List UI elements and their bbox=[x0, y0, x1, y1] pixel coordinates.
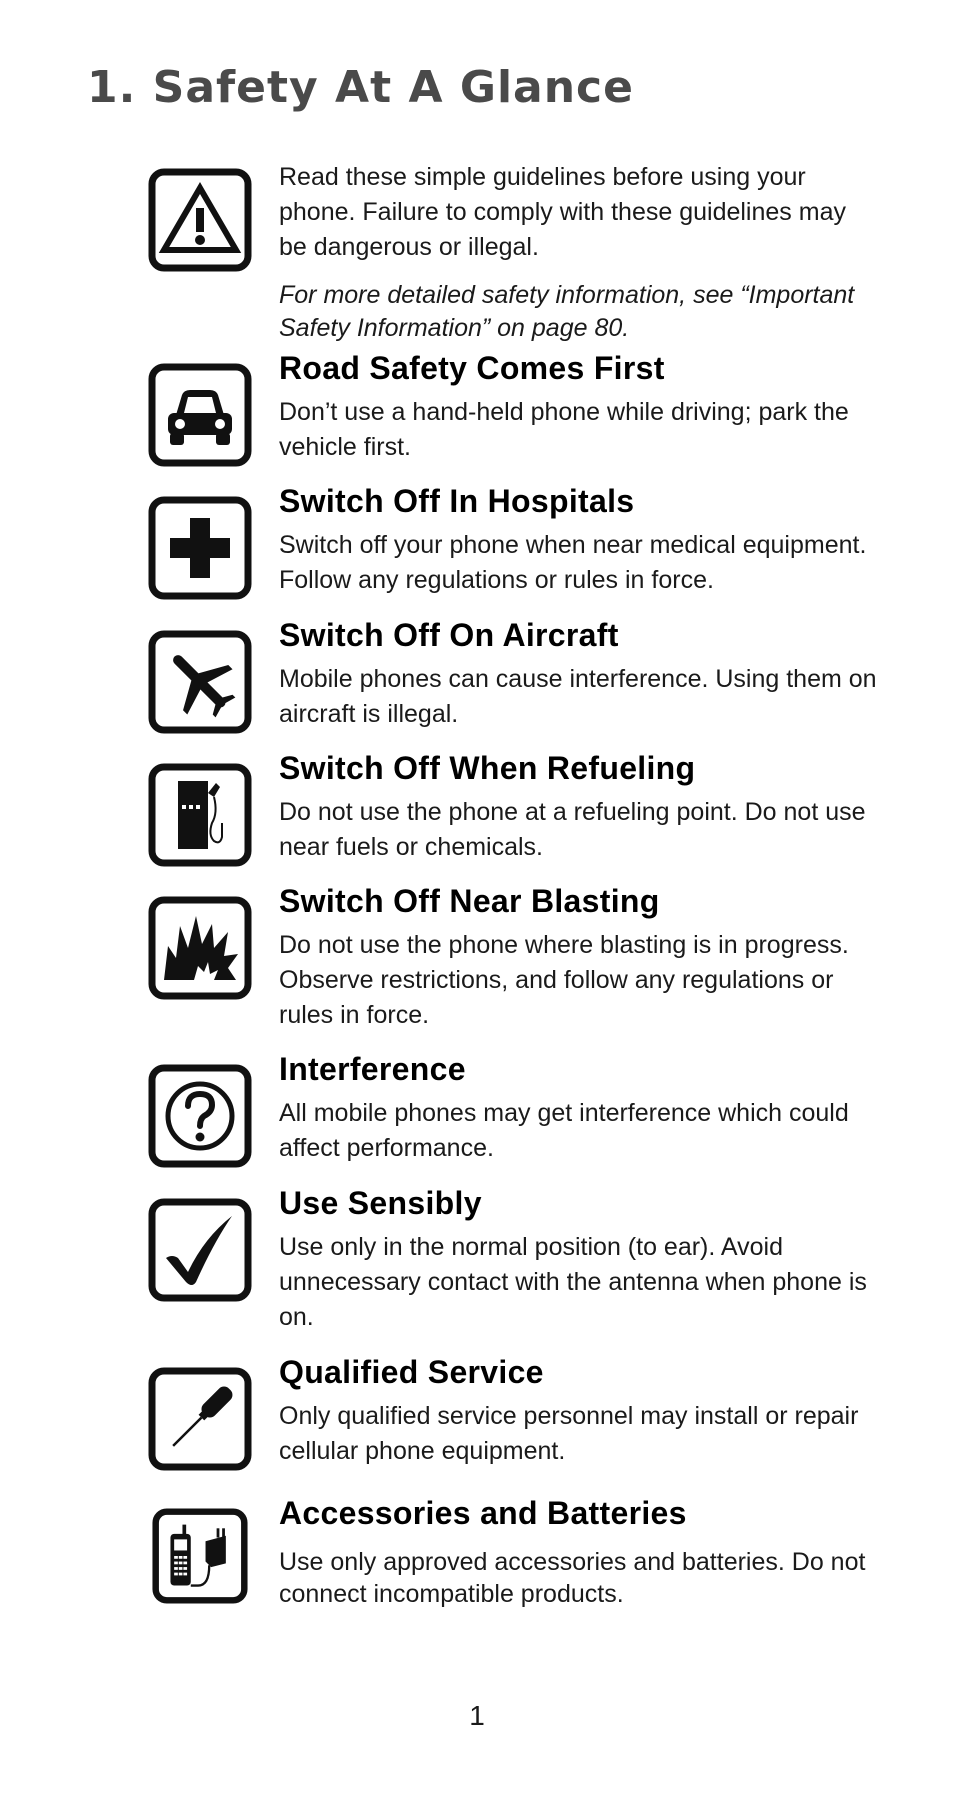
warning-triangle-icon bbox=[148, 168, 252, 272]
page-number: 1 bbox=[469, 1700, 485, 1731]
section-heading: Interference bbox=[279, 1051, 466, 1087]
section-heading: Switch Off When Refueling bbox=[279, 750, 696, 786]
phone-charger-icon bbox=[152, 1508, 248, 1604]
section-body: Do not use the phone where blasting is in progress. Observe restrictions, and follow any regulations or rules in force. bbox=[279, 931, 849, 1029]
section-body: Mobile phones can cause interference. Using them on aircraft is illegal. bbox=[279, 665, 877, 728]
section-body: Don’t use a hand-held phone while driving; park the vehicle first. bbox=[279, 398, 849, 461]
section-body: Use only in the normal position (to ear). Avoid unnecessary contact with the antenna when phone is on. bbox=[279, 1233, 867, 1331]
question-mark-icon bbox=[148, 1064, 252, 1168]
fuel-pump-icon bbox=[148, 763, 252, 867]
section-heading: Accessories and Batteries bbox=[279, 1495, 687, 1531]
section-body: Do not use the phone at a refueling point. Do not use near fuels or chemicals. bbox=[279, 798, 866, 861]
section-body: Switch off your phone when near medical equipment. Follow any regulations or rules in force. bbox=[279, 531, 867, 594]
checkmark-icon bbox=[148, 1198, 252, 1302]
page-title: 1. Safety At A Glance bbox=[87, 62, 634, 113]
airplane-icon bbox=[148, 630, 252, 734]
section-heading: Switch Off In Hospitals bbox=[279, 483, 635, 519]
section-body: Use only approved accessories and batteries. Do not connect incompatible products. bbox=[279, 1548, 866, 1608]
section-heading: Road Safety Comes First bbox=[279, 350, 665, 386]
section-heading: Switch Off Near Blasting bbox=[279, 883, 660, 919]
explosion-icon bbox=[148, 896, 252, 1000]
car-icon bbox=[148, 363, 252, 467]
medical-cross-icon bbox=[148, 496, 252, 600]
section-body: Only qualified service personnel may install or repair cellular phone equipment. bbox=[279, 1402, 859, 1465]
section-heading: Qualified Service bbox=[279, 1354, 544, 1390]
screwdriver-icon bbox=[148, 1367, 252, 1471]
intro-body: Read these simple guidelines before using your phone. Failure to comply with these guidelines may be dangerous or illegal. bbox=[279, 163, 846, 261]
section-heading: Switch Off On Aircraft bbox=[279, 617, 619, 653]
intro-note: For more detailed safety information, see “Important Safety Information” on page 80. bbox=[279, 281, 855, 342]
section-heading: Use Sensibly bbox=[279, 1185, 482, 1221]
section-body: All mobile phones may get interference which could affect performance. bbox=[279, 1099, 849, 1162]
